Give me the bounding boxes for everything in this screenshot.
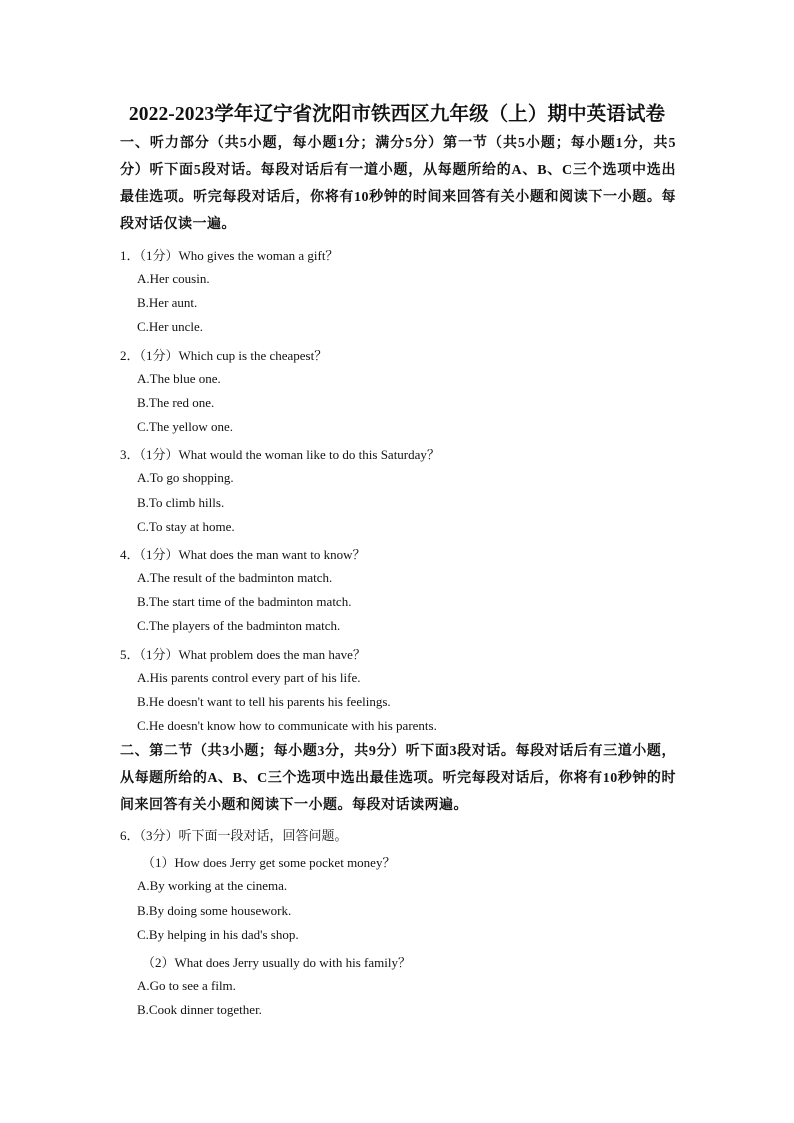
q2-option-a: A.The blue one. [137, 371, 221, 386]
q5-option-b: B.He doesn't want to tell his parents his feelings. [137, 694, 391, 709]
question-6: 6．（3分）听下面一段对话，回答问题。 [120, 828, 348, 843]
q6-1-option-c: C.By helping in his dad's shop. [137, 927, 299, 942]
q1-option-b: B.Her aunt. [137, 295, 198, 310]
q3-option-c: C.To stay at home. [137, 519, 235, 534]
q6-2-option-b: B.Cook dinner together. [137, 1002, 262, 1017]
question-3: 3．（1分）What would the woman like to do this Saturday？ [120, 447, 440, 462]
q1-option-a: A.Her cousin. [137, 271, 210, 286]
q3-option-b: B.To climb hills. [137, 495, 225, 510]
q1-option-c: C.Her uncle. [137, 319, 204, 334]
q6-sub-2: （2）What does Jerry usually do with his family？ [142, 955, 411, 970]
q5-option-a: A.His parents control every part of his life. [137, 670, 361, 685]
q2-option-c: C.The yellow one. [137, 419, 234, 434]
question-1: 1．（1分）Who gives the woman a gift？ [120, 248, 339, 263]
q6-1-option-a: A.By working at the cinema. [137, 878, 288, 893]
question-5: 5．（1分）What problem does the man have？ [120, 647, 366, 662]
q6-sub-1: （1）How does Jerry get some pocket money？ [142, 855, 396, 870]
section-2-heading: 二、第二节（共3小题；每小题3分，共9分）听下面3段对话。每段对话后有三道小题，从每题所给的A、B、C三个选项中选出最佳选项。听完每段对话后，你将有10秒钟的时间来回答有关小题和阅读下一小题。每段对话读两遍。 [120, 744, 676, 813]
q4-option-c: C.The players of the badminton match. [137, 618, 341, 633]
q6-2-option-a: A.Go to see a film. [137, 978, 236, 993]
q2-option-b: B.The red one. [137, 395, 215, 410]
section-1-heading: 一、听力部分（共5小题，每小题1分；满分5分）第一节（共5小题；每小题1分，共5分）听下面5段对话。每段对话后有一道小题，从每题所给的A、B、C三个选项中选出最佳选项。听完每段对话后，你将有10秒钟的时间来回答有关小题和阅读下一小题。每段对话仅读一遍。 [120, 136, 676, 232]
q6-1-option-b: B.By doing some housework. [137, 903, 292, 918]
question-4: 4．（1分）What does the man want to know？ [120, 547, 366, 562]
q4-option-b: B.The start time of the badminton match. [137, 594, 352, 609]
q5-option-c: C.He doesn't know how to communicate with his parents. [137, 718, 437, 733]
q3-option-a: A.To go shopping. [137, 470, 234, 485]
page-title: 2022-2023学年辽宁省沈阳市铁西区九年级（上）期中英语试卷 [128, 104, 666, 125]
q4-option-a: A.The result of the badminton match. [137, 570, 333, 585]
question-2: 2．（1分）Which cup is the cheapest？ [120, 348, 328, 363]
